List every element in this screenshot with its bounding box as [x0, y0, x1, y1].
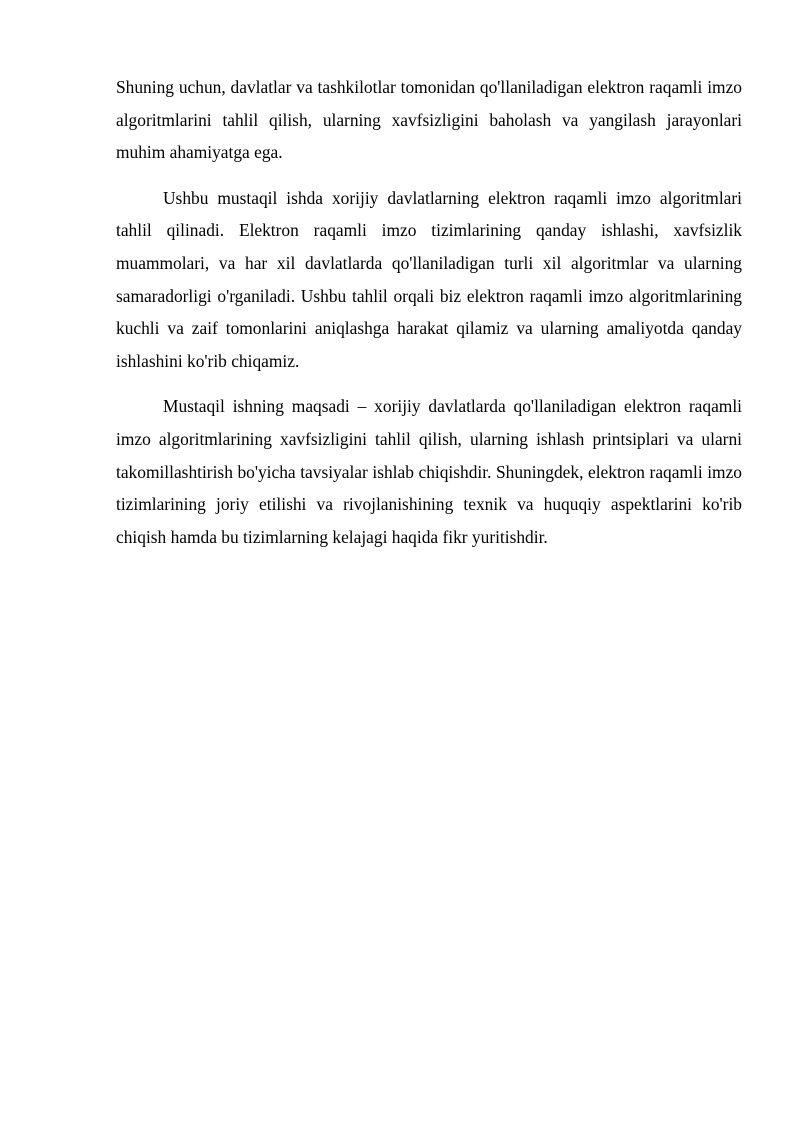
paragraph-3: Mustaqil ishning maqsadi – xorijiy davlatlarda qo'llaniladigan elektron raqamli imzo algoritmlarining xavfsizligini tahlil qilish, ularning ishlash printsiplari va ularni takomillashtirish bo'yicha tavsiyalar ishlab chiqishdir. Shuningdek, elektron raqamli imzo tizimlarining joriy etilishi va rivojlanishining texnik va huquqiy aspektlarini ko'rib chiqish hamda bu tizimlarning kelajagi haqida fikr yuritishdir.: [116, 396, 742, 547]
paragraph-1: Shuning uchun, davlatlar va tashkilotlar tomonidan qo'llaniladigan elektron raqamli imzo algoritmlarini tahlil qilish, ularning xavfsizligini baholash va yangilash jarayonlari muhim ahamiyatga ega.: [116, 77, 742, 163]
document-body: [116, 71, 742, 566]
paragraph-2: Ushbu mustaqil ishda xorijiy davlatlarning elektron raqamli imzo algoritmlari tahlil qilinadi. Elektron raqamli imzo tizimlarining qanday ishlashi, xavfsizlik muammolari, va har xil davlatlarda qo'llaniladigan turli xil algoritmlar va ularning samaradorligi o'rganiladi. Ushbu tahlil orqali biz elektron raqamli imzo algoritmlarining kuchli va zaif tomonlarini aniqlashga harakat qilamiz va ularning amaliyotda qanday ishlashini ko'rib chiqamiz.: [116, 187, 742, 371]
